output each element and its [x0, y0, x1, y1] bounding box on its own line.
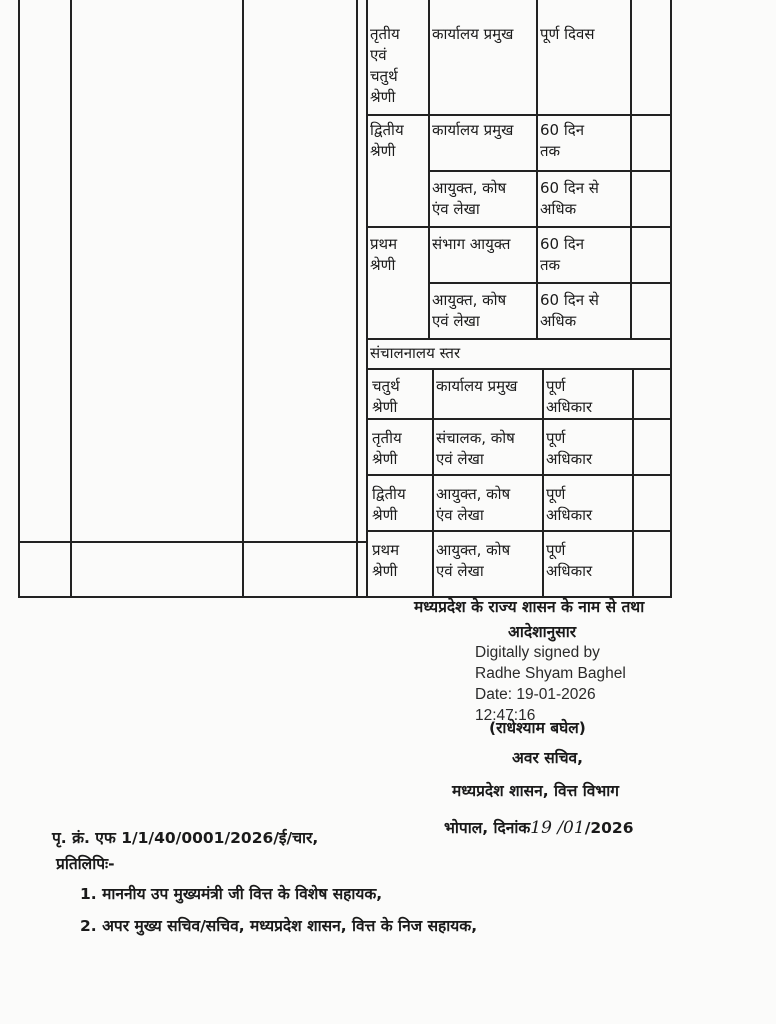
table-cell-power: पूर्ण दिवस: [540, 25, 595, 43]
table-cell-power: 60 दिन तक: [540, 235, 585, 274]
handwritten-date: 19 /01: [530, 818, 585, 838]
table-cell-power: 60 दिन तक: [540, 121, 585, 160]
table-section-header: संचालनालय स्तर: [370, 344, 461, 362]
row-divider: [428, 170, 670, 172]
table-cell-category: प्रथम श्रेणी: [370, 235, 398, 274]
row-divider: [366, 474, 670, 476]
date-year: /2026: [584, 819, 634, 837]
signatory-name: (राधेश्याम बघेल): [489, 719, 586, 737]
table-border-left: [18, 0, 20, 598]
digital-signature-time: 12:47:16: [475, 707, 536, 724]
table-cell-category: तृतीय श्रेणी: [372, 429, 402, 468]
column-divider: [632, 368, 634, 598]
row-divider: [366, 114, 670, 116]
row-divider: [18, 541, 366, 543]
signatory-designation: अवर सचिव,: [512, 749, 584, 767]
table-cell-power: पूर्ण अधिकार: [546, 541, 593, 580]
signatory-department: मध्यप्रदेश शासन, वित्त विभाग: [452, 782, 620, 800]
column-divider: [542, 368, 544, 598]
copy-list-item: 2. अपर मुख्य सचिव/सचिव, मध्यप्रदेश शासन, वित्त के निज सहायक,: [80, 917, 478, 935]
row-divider: [366, 226, 670, 228]
table-cell-authority: कार्यालय प्रमुख: [436, 377, 518, 395]
order-line-2: आदेशानुसार: [508, 623, 577, 641]
table-cell-authority: आयुक्त, कोष एंव लेखा: [436, 485, 511, 524]
table-cell-category: प्रथम श्रेणी: [372, 541, 400, 580]
column-divider: [536, 0, 538, 338]
column-divider: [356, 0, 358, 598]
table-cell-authority: कार्यालय प्रमुख: [432, 121, 514, 139]
table-cell-authority: संभाग आयुक्त: [432, 235, 511, 253]
column-divider: [432, 368, 434, 598]
table-cell-authority: संचालक, कोष एवं लेखा: [436, 429, 515, 468]
digital-signature-name: Radhe Shyam Baghel: [475, 665, 626, 682]
reference-number: पृ. क्रं. एफ 1/1/40/0001/2026/ई/चार,: [52, 829, 319, 847]
order-line-1: मध्यप्रदेश के राज्य शासन के नाम से तथा: [414, 598, 645, 616]
table-cell-category: तृतीय एवं चतुर्थ श्रेणी: [370, 25, 400, 106]
column-divider: [366, 0, 368, 598]
table-cell-authority: आयुक्त, कोष एंव लेखा: [432, 179, 507, 218]
table-cell-power: 60 दिन से अधिक: [540, 291, 599, 330]
table-cell-power: पूर्ण अधिकार: [546, 429, 593, 468]
column-divider: [70, 0, 72, 598]
row-divider: [366, 338, 670, 340]
digital-signature-date: Date: 19-01-2026: [475, 686, 596, 703]
place-date-label: भोपाल, दिनांक: [444, 819, 531, 837]
table-cell-power: पूर्ण अधिकार: [546, 377, 593, 416]
table-cell-category: चतुर्थ श्रेणी: [372, 377, 400, 416]
table-cell-category: द्वितीय श्रेणी: [372, 485, 406, 524]
column-divider: [630, 0, 632, 338]
reference-date: [444, 816, 634, 838]
table-cell-power: पूर्ण अधिकार: [546, 485, 593, 524]
table-cell-authority: कार्यालय प्रमुख: [432, 25, 514, 43]
table-cell-authority: आयुक्त, कोष एवं लेखा: [432, 291, 507, 330]
copy-list-item: 1. माननीय उप मुख्यमंत्री जी वित्त के विशेष सहायक,: [80, 885, 383, 903]
row-divider: [366, 418, 670, 420]
table-cell-power: 60 दिन से अधिक: [540, 179, 599, 218]
digital-signature-line: Digitally signed by: [475, 644, 600, 661]
column-divider: [242, 0, 244, 598]
table-cell-category: द्वितीय श्रेणी: [370, 121, 404, 160]
row-divider: [428, 282, 670, 284]
table-border-right: [670, 0, 672, 598]
row-divider: [366, 530, 670, 532]
column-divider: [428, 0, 430, 338]
row-divider: [366, 368, 670, 370]
copy-label: प्रतिलिपिः-: [56, 855, 115, 873]
table-cell-authority: आयुक्त, कोष एवं लेखा: [436, 541, 511, 580]
